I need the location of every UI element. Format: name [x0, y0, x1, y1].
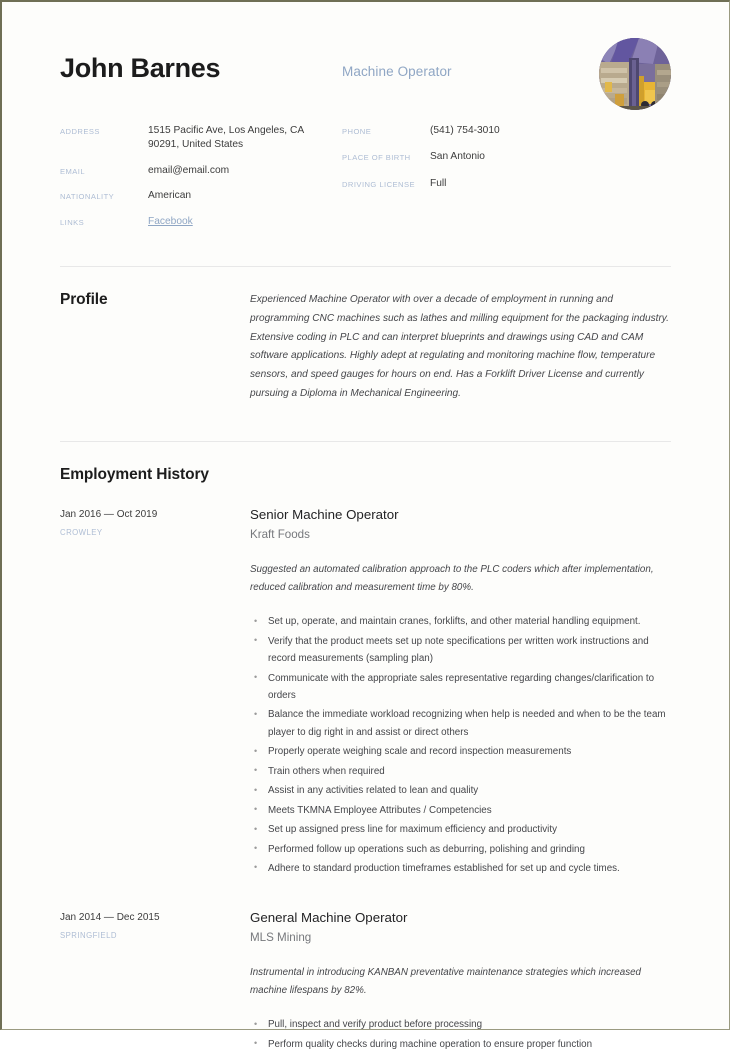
- contact-label-email: EMAIL: [60, 166, 86, 176]
- contact-column-left: [60, 124, 342, 240]
- contact-value-place-of-birth: San Antonio: [430, 151, 485, 163]
- job-bullet-item: • Communicate with the appropriate sales representative regarding changes/clarification to orders: [250, 670, 671, 705]
- contact-details: [60, 124, 671, 240]
- resume-header: [60, 38, 671, 96]
- profile-section: [60, 267, 671, 403]
- contact-row-place-of-birth: [342, 150, 671, 164]
- contact-label-nationality: NATIONALITY: [60, 192, 115, 202]
- job-bullet-item: • Performed follow up operations such as deburring, polishing and grinding: [250, 841, 671, 858]
- contact-label-place-of-birth: PLACE OF BIRTH: [342, 153, 411, 163]
- facebook-link[interactable]: Facebook: [148, 215, 193, 227]
- job-role: Senior Machine Operator: [250, 507, 399, 523]
- candidate-job-title: Machine Operator: [342, 64, 452, 79]
- job-bullet-item: • Set up assigned press line for maximum efficiency and productivity: [250, 821, 671, 838]
- job-bullet-item: • Balance the immediate workload recognizing when help is needed and when to be the team player to dig right in and assist or direct others: [250, 706, 671, 741]
- job-bullet-item: • Pull, inspect and verify product before processing: [250, 1016, 671, 1033]
- job-bullet-list: [250, 1016, 671, 1053]
- contact-row-driving-license: [342, 177, 671, 191]
- job-bullet-item: • Properly operate weighing scale and record inspection measurements: [250, 743, 671, 760]
- profile-heading: Profile: [60, 291, 108, 309]
- job-body: [250, 506, 671, 879]
- contact-label-address: ADDRESS: [60, 127, 100, 136]
- name-block: [60, 38, 342, 84]
- contact-label-links: LINKS: [60, 217, 85, 227]
- candidate-name: John Barnes: [60, 53, 221, 83]
- contact-row-phone: [342, 124, 671, 138]
- job-company: Kraft Foods: [250, 528, 310, 542]
- employment-heading: Employment History: [60, 466, 209, 484]
- job-body: [250, 909, 671, 1055]
- contact-row-address: [60, 124, 342, 153]
- profile-text: Experienced Machine Operator with over a decade of employment in running and programming CNC machines such as lathes and milling equipment for the packaging industry. Extensive coding in PLC and can interpret blueprints and drawings using CAD and CAM software applications. Highly adept at regulating and monitoring machine flow, temperature sensors, and speed gauges for hours on end. Has a Forklift Driver License and currently pursuing a Diploma in Mechanical Engineering.: [250, 294, 669, 399]
- job-bullet-item: • Adhere to standard production timeframes established for set up and cycle times.: [250, 860, 671, 877]
- job-dates: Jan 2016 — Oct 2019: [60, 509, 158, 521]
- contact-label-phone: PHONE: [342, 127, 372, 136]
- job-bullet-list: [250, 613, 671, 877]
- job-summary: Suggested an automated calibration approach to the PLC coders which after implementation, reduced calibration and measurement time by 80%.: [250, 564, 654, 594]
- job-entry: [60, 506, 671, 879]
- job-entry: [60, 909, 671, 1055]
- job-role: General Machine Operator: [250, 910, 408, 926]
- contact-value-address: 1515 Pacific Ave, Los Angeles, CA 90291, United States: [148, 125, 304, 151]
- job-summary: Instrumental in introducing KANBAN preventative maintenance strategies which increased machine lifespans by 82%.: [250, 966, 641, 997]
- job-company: MLS Mining: [250, 931, 312, 945]
- job-bullet-item: • Verify that the product meets set up note specifications per written work instructions and record measurements (sampling plan): [250, 633, 671, 668]
- job-location: SPRINGFIELD: [60, 931, 117, 941]
- job-bullet-item: • Perform quality checks during machine operation to ensure proper function: [250, 1036, 671, 1053]
- contact-row-email: [60, 164, 342, 178]
- job-bullet-item: • Assist in any activities related to lean and quality: [250, 782, 671, 799]
- job-meta: [60, 909, 250, 1055]
- contact-column-right: [342, 124, 671, 240]
- job-meta: [60, 506, 250, 879]
- profile-body: [250, 291, 671, 403]
- profile-photo-image: [599, 38, 671, 110]
- contact-value-email: email@email.com: [148, 164, 230, 176]
- contact-value-driving-license: Full: [430, 177, 447, 189]
- job-location: CROWLEY: [60, 528, 103, 538]
- contact-row-links: [60, 215, 342, 229]
- contact-label-driving-license: DRIVING LICENSE: [342, 179, 415, 189]
- contact-value-phone: (541) 754-3010: [430, 125, 500, 136]
- contact-value-nationality: American: [148, 190, 192, 202]
- job-bullet-item: • Meets TKMNA Employee Attributes / Competencies: [250, 802, 671, 819]
- job-dates: Jan 2014 — Dec 2015: [60, 912, 160, 924]
- contact-row-nationality: [60, 189, 342, 203]
- job-bullet-item: • Train others when required: [250, 763, 671, 780]
- profile-photo: [599, 38, 671, 110]
- job-bullet-item: • Set up, operate, and maintain cranes, forklifts, and other material handling equipment.: [250, 613, 671, 630]
- employment-section: [60, 442, 671, 1055]
- resume-content: [2, 2, 729, 1055]
